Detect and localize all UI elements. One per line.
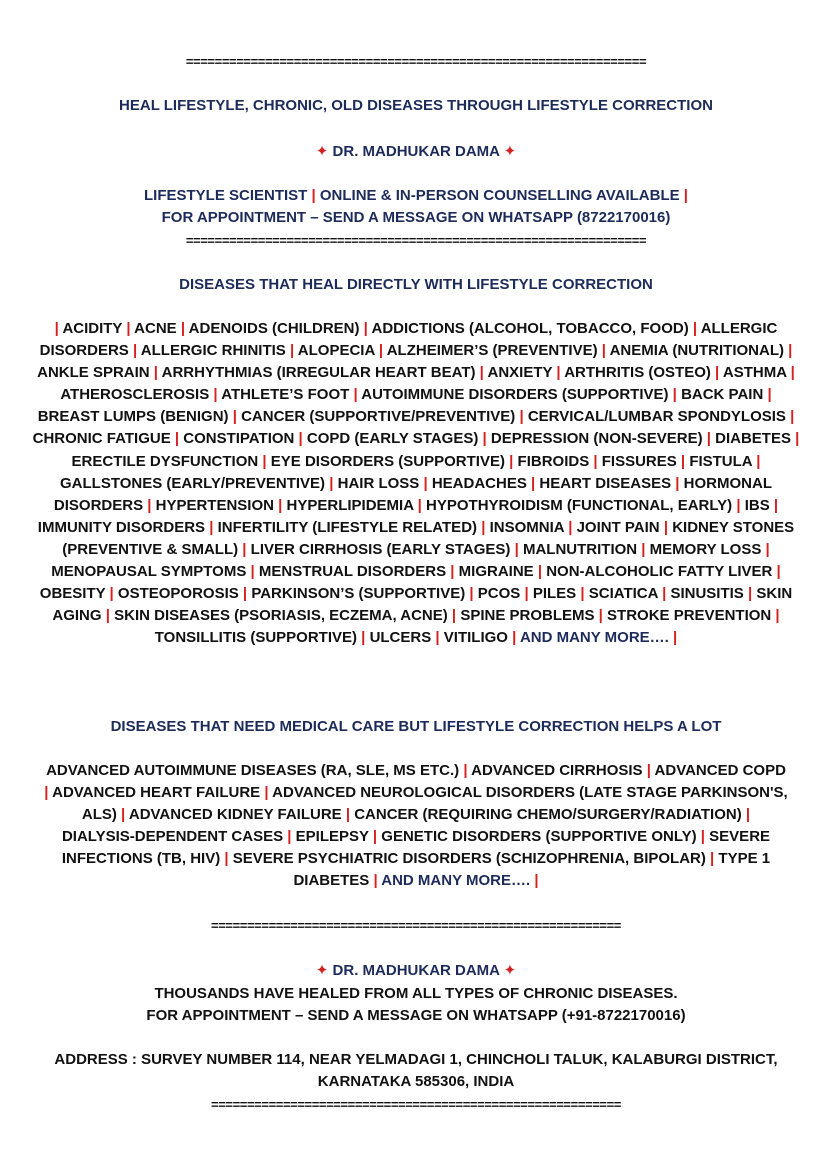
disease-item: AUTOIMMUNE DISORDERS (SUPPORTIVE) <box>361 386 669 404</box>
disease-item: IMMUNITY DISORDERS <box>37 518 206 536</box>
separator: | <box>209 386 222 404</box>
separator: | <box>311 187 316 204</box>
address-line-2: KARNATAKA 585306, INDIA <box>317 1073 515 1090</box>
disease-item: ACNE <box>134 320 177 337</box>
separator: | <box>149 364 162 382</box>
doctor-name: DR. MADHUKAR DAMA <box>332 143 500 160</box>
separator: | <box>246 563 259 581</box>
separator: | <box>657 585 671 603</box>
separator: | <box>659 518 673 536</box>
disease-item: SCIATICA <box>588 585 658 603</box>
disease-item: ALZHEIMER’S (PREVENTIVE) <box>386 342 598 360</box>
separator: | <box>589 452 602 470</box>
disease-item: CONSTIPATION <box>183 430 295 448</box>
separator: | <box>533 563 547 581</box>
separator: | <box>752 452 761 470</box>
intro-rule: ================================================================ <box>185 233 647 248</box>
separator: | <box>769 496 779 514</box>
separator: | <box>283 828 296 846</box>
bottom-rule: ========================================================= <box>211 1097 621 1112</box>
separator: | <box>44 784 53 802</box>
disease-item: SPINE PROBLEMS <box>460 607 595 625</box>
separator: | <box>702 430 716 448</box>
separator: | <box>369 872 382 890</box>
doctor-name: DR. MADHUKAR DAMA <box>332 962 500 979</box>
intro-role: LIFESTYLE SCIENTIST <box>143 187 308 204</box>
separator: | <box>273 496 287 514</box>
disease-item: DIALYSIS-DEPENDENT CASES <box>61 828 284 846</box>
disease-item: ADENOIDS (CHILDREN) <box>188 320 360 337</box>
disease-item: ARRHYTHMIAS (IRREGULAR HEART BEAT) <box>161 364 476 382</box>
separator: | <box>705 850 719 868</box>
separator: | <box>477 518 490 536</box>
disease-item: STROKE PREVENTION <box>607 607 772 625</box>
disease-item: ATHLETE’S FOOT <box>221 386 350 404</box>
separator: | <box>683 187 688 204</box>
separator: | <box>504 452 518 470</box>
separator: | <box>101 607 115 625</box>
separator: | <box>431 629 444 647</box>
separator: | <box>325 474 338 492</box>
star-icon: ✦ <box>503 143 517 160</box>
section2-title: DISEASES THAT NEED MEDICAL CARE BUT LIFESTYLE CORRECTION HELPS A LOT <box>110 718 722 735</box>
disease-item: ADVANCED NEUROLOGICAL DISORDERS (LATE STAGE PARKINSON'S, ALS) <box>81 784 788 824</box>
star-icon: ✦ <box>503 962 517 979</box>
star-icon: ✦ <box>315 143 329 160</box>
disease-item: ATHEROSCLEROSIS <box>60 386 210 404</box>
separator: | <box>732 496 745 514</box>
disease-item: SINUSITIS <box>670 585 744 603</box>
separator: | <box>341 806 355 824</box>
separator: | <box>552 364 565 382</box>
disease-item: HYPERLIPIDEMIA <box>286 496 414 514</box>
section1-list <box>30 318 802 649</box>
separator: | <box>258 452 271 470</box>
disease-item: CANCER (REQUIRING CHEMO/SURGERY/RADIATION) <box>354 806 742 824</box>
separator: | <box>771 607 780 625</box>
disease-item: TYPE 1 DIABETES <box>293 850 771 890</box>
disease-item: HEADACHES <box>431 474 527 492</box>
separator: | <box>478 430 491 448</box>
disease-item: FISSURES <box>601 452 677 470</box>
separator: | <box>447 607 461 625</box>
separator: | <box>637 540 650 558</box>
disease-item: GENETIC DISORDERS (SUPPORTIVE ONLY) <box>381 828 697 846</box>
separator: | <box>122 320 135 337</box>
disease-item: HEART DISEASES <box>539 474 672 492</box>
separator: | <box>743 585 757 603</box>
disease-item: PARKINSON’S (SUPPORTIVE) <box>251 585 466 603</box>
separator: | <box>205 518 218 536</box>
disease-item: MALNUTRITION <box>522 540 638 558</box>
separator: | <box>763 386 772 404</box>
intro-line-1 <box>0 185 832 207</box>
separator: | <box>228 408 242 426</box>
separator: | <box>671 474 684 492</box>
disease-item: KIDNEY STONES (PREVENTIVE & SMALL) <box>62 518 795 558</box>
disease-item: ADVANCED COPD <box>654 762 786 779</box>
separator: | <box>220 850 233 868</box>
separator: | <box>54 320 63 337</box>
separator: | <box>786 364 795 382</box>
disease-item: MENSTRUAL DISORDERS <box>258 563 447 581</box>
disease-item: NON-ALCOHOLIC FATTY LIVER <box>546 563 773 581</box>
separator: | <box>170 430 184 448</box>
disease-item: OBESITY <box>39 585 106 603</box>
disease-item: INSOMNIA <box>489 518 565 536</box>
top-rule: ================================================================ <box>185 54 647 69</box>
disease-item: CHRONIC FATIGUE <box>32 430 171 448</box>
star-icon: ✦ <box>315 962 329 979</box>
middle-rule: ========================================================= <box>211 918 621 933</box>
separator: | <box>676 452 690 470</box>
separator: | <box>507 629 520 647</box>
disease-item: MIGRAINE <box>458 563 534 581</box>
separator: | <box>176 320 189 337</box>
disease-item: DIABETES <box>715 430 791 448</box>
disease-item: VITILIGO <box>443 629 508 647</box>
disease-item: GALLSTONES (EARLY/PREVENTIVE) <box>60 474 326 492</box>
separator: | <box>238 585 252 603</box>
disease-item: EPILEPSY <box>295 828 369 846</box>
intro-line-2: FOR APPOINTMENT – SEND A MESSAGE ON WHATSAPP (8722170016) <box>161 209 671 226</box>
separator: | <box>741 806 751 824</box>
disease-item: ERECTILE DYSFUNCTION <box>71 452 259 470</box>
separator: | <box>143 496 156 514</box>
disease-item: EYE DISORDERS (SUPPORTIVE) <box>270 452 505 470</box>
separator: | <box>368 828 382 846</box>
disease-item: HYPOTHYROIDISM (FUNCTIONAL, EARLY) <box>426 496 733 514</box>
disease-item: ARTHRITIS (OSTEO) <box>564 364 711 382</box>
disease-item: CANCER (SUPPORTIVE/PREVENTIVE) <box>241 408 516 426</box>
separator: | <box>260 784 273 802</box>
separator: | <box>357 629 370 647</box>
disease-item: ADVANCED CIRRHOSIS <box>471 762 643 779</box>
separator: | <box>790 430 800 448</box>
disease-item: PCOS <box>477 585 521 603</box>
separator: | <box>419 474 432 492</box>
doctor-title-top <box>0 141 832 163</box>
separator: | <box>515 408 528 426</box>
disease-item: ACIDITY <box>62 320 123 337</box>
separator: | <box>446 563 459 581</box>
footer-healed: THOUSANDS HAVE HEALED FROM ALL TYPES OF CHRONIC DISEASES. <box>154 985 678 1002</box>
disease-item: ADVANCED HEART FAILURE <box>52 784 261 802</box>
separator: | <box>642 762 655 779</box>
disease-item: MENOPAUSAL SYMPTOMS <box>51 563 247 581</box>
separator: | <box>530 872 539 890</box>
separator: | <box>374 342 387 360</box>
disease-item: ALLERGIC RHINITIS <box>140 342 286 360</box>
address-line-1: ADDRESS : SURVEY NUMBER 114, NEAR YELMADAGI 1, CHINCHOLI TALUK, KALABURGI DISTRICT, <box>54 1051 778 1068</box>
separator: | <box>710 364 723 382</box>
disease-item: OSTEOPOROSIS <box>117 585 239 603</box>
disease-item: JOINT PAIN <box>576 518 660 536</box>
disease-item: PILES <box>532 585 577 603</box>
disease-item: HYPERTENSION <box>155 496 274 514</box>
disease-item: ALLERGIC DISORDERS <box>39 320 778 360</box>
disease-item: BREAST LUMPS (BENIGN) <box>37 408 229 426</box>
separator: | <box>668 386 682 404</box>
disease-item: IBS <box>744 496 770 514</box>
disease-item: CERVICAL/LUMBAR SPONDYLOSIS <box>527 408 786 426</box>
disease-item: SKIN DISEASES (PSORIASIS, ECZEMA, ACNE) <box>114 607 448 625</box>
disease-item: ANEMIA (NUTRITIONAL) <box>609 342 784 360</box>
disease-item: SKIN AGING <box>52 585 793 625</box>
separator: | <box>597 342 610 360</box>
separator: | <box>459 762 472 779</box>
disease-item: ANKLE SPRAIN <box>37 364 150 382</box>
separator: | <box>349 386 362 404</box>
separator: | <box>359 320 372 337</box>
separator: | <box>128 342 141 360</box>
disease-item: ANXIETY <box>487 364 553 382</box>
separator: | <box>105 585 118 603</box>
separator: | <box>564 518 577 536</box>
disease-item: BACK PAIN <box>681 386 764 404</box>
and-many-more: AND MANY MORE…. <box>381 872 531 890</box>
disease-item: ASTHMA <box>722 364 787 382</box>
separator: | <box>761 540 770 558</box>
separator: | <box>285 342 298 360</box>
disease-item: ULCERS <box>369 629 432 647</box>
separator: | <box>526 474 540 492</box>
headline: HEAL LIFESTYLE, CHRONIC, OLD DISEASES THROUGH LIFESTYLE CORRECTION <box>119 97 713 114</box>
disease-item: INFERTILITY (LIFESTYLE RELATED) <box>217 518 478 536</box>
separator: | <box>785 408 795 426</box>
disease-item: ADVANCED AUTOIMMUNE DISEASES (RA, SLE, MS ETC.) <box>46 762 460 779</box>
disease-item: SEVERE PSYCHIATRIC DISORDERS (SCHIZOPHRENIA, BIPOLAR) <box>232 850 706 868</box>
disease-item: MEMORY LOSS <box>649 540 762 558</box>
disease-item: SEVERE INFECTIONS (TB, HIV) <box>61 828 771 868</box>
disease-item: ADVANCED KIDNEY FAILURE <box>128 806 342 824</box>
separator: | <box>510 540 523 558</box>
separator: | <box>594 607 608 625</box>
separator: | <box>688 320 701 337</box>
section1-title: DISEASES THAT HEAL DIRECTLY WITH LIFESTYLE CORRECTION <box>179 276 653 293</box>
section2-list <box>44 760 788 893</box>
separator: | <box>413 496 427 514</box>
separator: | <box>783 342 793 360</box>
disease-item: LIVER CIRRHOSIS (EARLY STAGES) <box>250 540 511 558</box>
separator: | <box>772 563 781 581</box>
disease-item: FISTULA <box>689 452 753 470</box>
separator: | <box>576 585 589 603</box>
disease-item: ALOPECIA <box>297 342 375 360</box>
doctor-title-bottom <box>0 960 832 982</box>
and-many-more: AND MANY MORE…. <box>519 629 669 647</box>
disease-item: FIBROIDS <box>517 452 590 470</box>
separator: | <box>238 540 251 558</box>
separator: | <box>294 430 307 448</box>
separator: | <box>696 828 710 846</box>
separator: | <box>520 585 533 603</box>
separator: | <box>116 806 129 824</box>
separator: | <box>475 364 488 382</box>
footer-appointment: FOR APPOINTMENT – SEND A MESSAGE ON WHATSAPP (+91-8722170016) <box>146 1007 686 1024</box>
intro-counselling: ONLINE & IN-PERSON COUNSELLING AVAILABLE <box>319 187 680 204</box>
disease-item: HORMONAL DISORDERS <box>53 474 772 514</box>
disease-item: HAIR LOSS <box>337 474 420 492</box>
disease-item: DEPRESSION (NON-SEVERE) <box>490 430 703 448</box>
separator: | <box>465 585 478 603</box>
disease-item: ADDICTIONS (ALCOHOL, TOBACCO, FOOD) <box>371 320 689 337</box>
disease-item: COPD (EARLY STAGES) <box>306 430 479 448</box>
separator: | <box>668 629 678 647</box>
disease-item: TONSILLITIS (SUPPORTIVE) <box>154 629 358 647</box>
